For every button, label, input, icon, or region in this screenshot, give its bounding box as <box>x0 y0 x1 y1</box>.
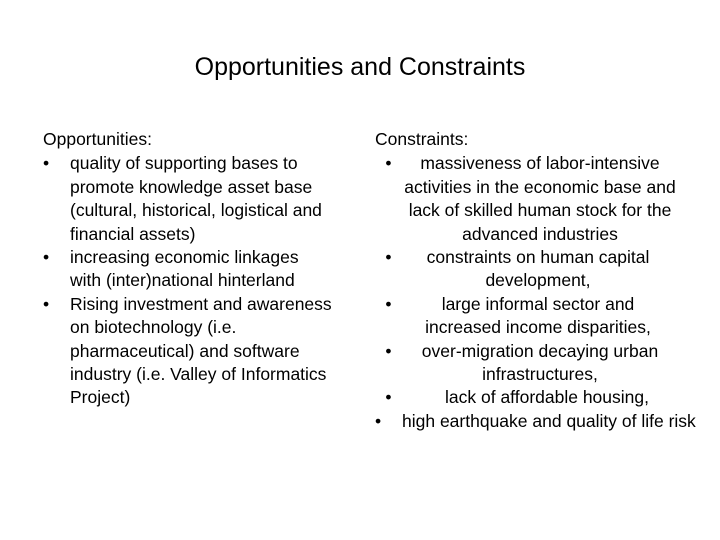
opportunity-item <box>43 246 332 293</box>
constraint-item <box>375 293 674 340</box>
opportunity-text: increasing economic linkages with (inter)national hinterland <box>70 247 299 291</box>
constraint-text: constraints on human capital development, <box>426 247 650 291</box>
constraints-column <box>375 128 696 433</box>
bullet-icon: • <box>43 293 50 314</box>
bullet-icon: • <box>385 293 392 314</box>
constraint-text: massiveness of labor-intensive activities in the economic base and lack of skilled human stock for the advanced industries <box>404 153 676 244</box>
bullet-icon: • <box>375 410 382 431</box>
opportunity-text: Rising investment and awareness on biotechnology (i.e. pharmaceutical) and software industry (i.e. Valley of Informatics Project) <box>70 293 332 408</box>
constraints-list <box>375 152 696 433</box>
constraints-heading: Constraints: <box>375 129 469 149</box>
bullet-icon: • <box>385 340 392 361</box>
bullet-icon: • <box>385 153 392 174</box>
constraint-text: lack of affordable housing, <box>445 387 649 408</box>
bullet-icon: • <box>43 153 50 174</box>
bullet-icon: • <box>385 387 392 408</box>
constraint-item <box>375 410 698 433</box>
opportunity-item <box>43 152 332 246</box>
slide-title: Opportunities and Constraints <box>194 53 526 81</box>
opportunity-item <box>43 293 350 410</box>
constraint-item <box>375 246 674 293</box>
opportunities-heading: Opportunities: <box>43 129 152 149</box>
bullet-icon: • <box>385 247 392 268</box>
constraint-item <box>375 386 692 409</box>
constraint-item <box>375 340 678 387</box>
constraint-text: large informal sector and increased income disparities, <box>425 293 651 338</box>
constraint-text: high earthquake and quality of life risk <box>402 410 696 431</box>
bullet-icon: • <box>43 247 50 268</box>
opportunities-column <box>43 128 355 410</box>
opportunity-text: quality of supporting bases to promote knowledge asset base (cultural, historical, logistical and financial assets) <box>70 153 322 244</box>
constraint-text: over-migration decaying urban infrastructures, <box>421 340 659 385</box>
opportunities-list <box>43 152 355 409</box>
constraint-item <box>375 152 678 246</box>
